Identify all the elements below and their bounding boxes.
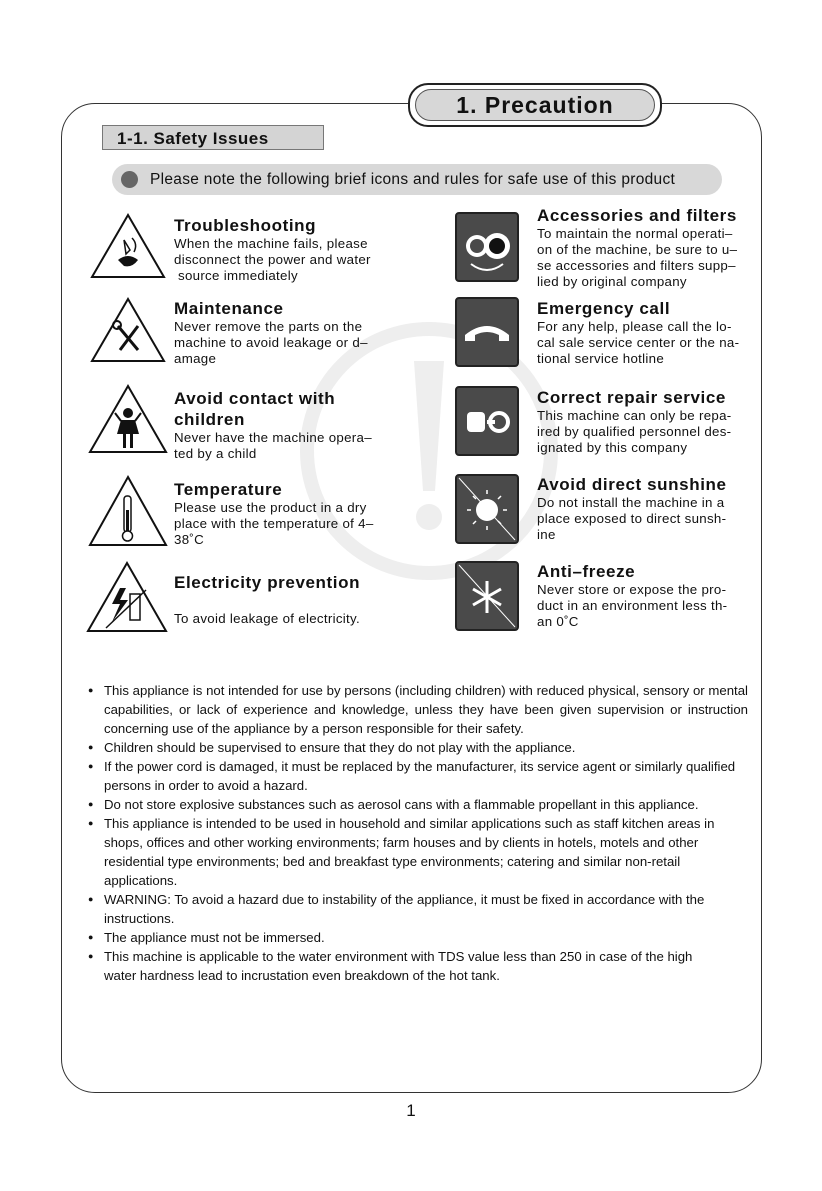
item-desc-line: cal sale service center or the na- — [537, 335, 740, 350]
children-warning-icon — [88, 383, 168, 455]
item-desc-line: Please use the product in a dry — [174, 500, 367, 515]
item-title: Troubleshooting — [174, 216, 317, 235]
chapter-title: 1. Precaution — [415, 89, 655, 121]
section-title: 1-1. Safety Issues — [102, 125, 324, 150]
item-title: Correct repair service — [537, 388, 726, 407]
item-maintenance — [174, 298, 368, 367]
item-title: Maintenance — [174, 299, 284, 318]
filter-icon — [455, 212, 519, 282]
bullet-item: ● This machine is applicable to the water environment with TDS value less than 250 in case of the high water hardness lead to incrustation even breakdown of the hot tank. — [88, 947, 748, 985]
item-desc-line: duct in an environment less th- — [537, 598, 728, 613]
snowflake-icon — [455, 561, 519, 631]
item-desc-line: on of the machine, be sure to u– — [537, 242, 738, 257]
item-title: Accessories and filters — [537, 206, 737, 225]
item-accessories — [537, 205, 737, 290]
item-desc-line: Do not install the machine in a — [537, 495, 725, 510]
repair-service-icon — [455, 386, 519, 456]
item-desc-line: To avoid leakage of electricity. — [174, 611, 360, 626]
bullet-item: ● WARNING: To avoid a hazard due to instability of the appliance, it must be fixed in accordance with the instructions. — [88, 890, 748, 928]
item-desc-line: lied by original company — [537, 274, 687, 289]
maintenance-warning-icon — [90, 296, 166, 364]
item-desc-line: 38˚C — [174, 532, 205, 547]
item-sunshine — [537, 474, 727, 543]
item-desc-line: se accessories and filters supp– — [537, 258, 736, 273]
item-desc-line: This machine can only be repa- — [537, 408, 732, 423]
item-title: children — [174, 410, 245, 429]
item-desc-line: Never store or expose the pro- — [537, 582, 727, 597]
item-desc-line: ine — [537, 527, 556, 542]
item-desc-line: ired by qualified personnel des- — [537, 424, 732, 439]
page-number: 1 — [406, 1101, 416, 1120]
item-title: Emergency call — [537, 299, 671, 318]
bullet-item: ● If the power cord is damaged, it must be replaced by the manufacturer, its service agent or similarly qualified persons in order to avoid a hazard. — [88, 757, 748, 795]
bullet-item: ● Children should be supervised to ensure that they do not play with the appliance. — [88, 738, 748, 757]
phone-icon — [455, 297, 519, 367]
item-desc-line: place with the temperature of 4– — [174, 516, 374, 531]
safety-bullet-list — [88, 681, 748, 985]
chapter-title-badge — [408, 83, 662, 127]
item-desc-line: tional service hotline — [537, 351, 665, 366]
bullet-item: ● The appliance must not be immersed. — [88, 928, 748, 947]
item-children — [174, 388, 372, 462]
item-desc-line: amage — [174, 351, 217, 366]
item-title: Anti–freeze — [537, 562, 636, 581]
item-desc-line: ignated by this company — [537, 440, 688, 455]
item-title: Avoid contact with — [174, 389, 336, 408]
bullet-item: ● This appliance is intended to be used in household and similar applications such as staff kitchen areas in shops, offices and other working environments; farm houses and by clients in hotels, motels and other residential type environments; bed and breakfast type environments; catering and similar non-retail applications. — [88, 814, 748, 890]
item-desc-line: disconnect the power and water — [174, 252, 371, 267]
thermometer-warning-icon — [88, 474, 168, 548]
item-emergency-call — [537, 298, 739, 367]
intro-banner — [112, 164, 722, 195]
item-desc-line: For any help, please call the lo- — [537, 319, 732, 334]
item-desc-line: When the machine fails, please — [174, 236, 368, 251]
item-title: Avoid direct sunshine — [537, 475, 727, 494]
item-desc-line: source immediately — [174, 268, 298, 283]
item-troubleshooting — [174, 215, 371, 284]
troubleshooting-warning-icon — [90, 212, 166, 280]
item-desc-line: Never remove the parts on the — [174, 319, 363, 334]
item-title: Temperature — [174, 480, 283, 499]
item-desc-line: To maintain the normal operati– — [537, 226, 733, 241]
bullet-dot-icon — [121, 171, 138, 188]
item-desc-line: an 0˚C — [537, 614, 579, 629]
item-anti-freeze — [537, 561, 727, 630]
sunshine-icon — [455, 474, 519, 544]
bullet-item: ● This appliance is not intended for use by persons (including children) with reduced physical, sensory or mental capabilities, or lack of experience and knowledge, unless they have been given supervision or instruction concerning use of the appliance by a person responsible for their safety. — [88, 681, 748, 738]
bullet-item: ● Do not store explosive substances such as aerosol cans with a flammable propellant in this appliance. — [88, 795, 748, 814]
item-desc-line: machine to avoid leakage or d– — [174, 335, 368, 350]
item-desc-line: Never have the machine opera– — [174, 430, 372, 445]
item-title: Electricity prevention — [174, 573, 361, 592]
electricity-warning-icon — [86, 560, 168, 634]
item-electricity — [174, 572, 360, 627]
item-temperature — [174, 479, 374, 548]
item-desc-line: ted by a child — [174, 446, 257, 461]
item-desc-line: place exposed to direct sunsh- — [537, 511, 727, 526]
item-repair-service — [537, 387, 732, 456]
intro-text: Please note the following brief icons and rules for safe use of this product — [150, 171, 676, 188]
